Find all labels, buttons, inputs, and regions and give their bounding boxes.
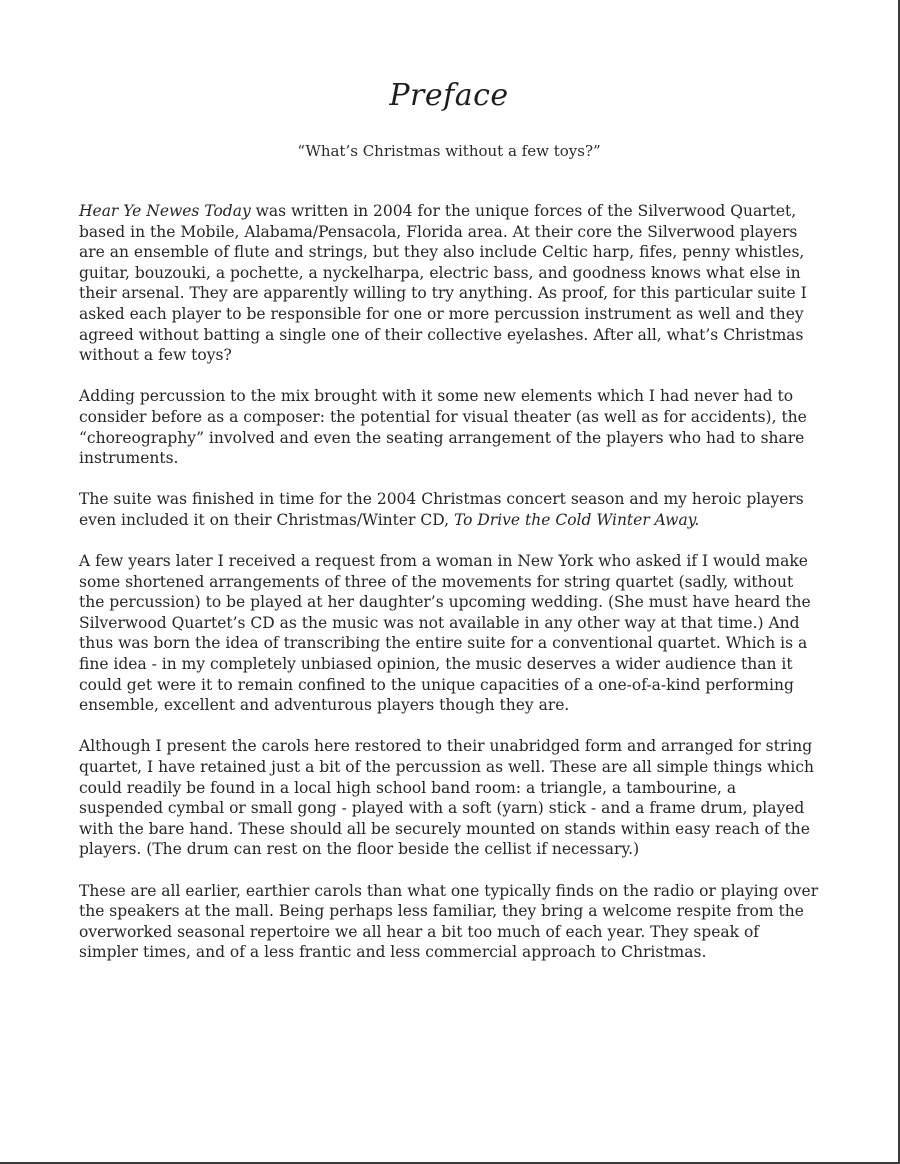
page-title: Preface — [389, 78, 509, 113]
paragraph-2: Adding percussion to the mix brought with it some new elements which I had never had to consider before as a composer: the potential for visual theater (as well as for accidents), the “choreography” involved and even the seating arrangement of the players who had to share instruments. — [79, 387, 807, 468]
paragraph-3-text: The suite was finished in time for the 2004 Christmas concert season and my heroic players even included it on their Christmas/Winter CD, — [79, 490, 804, 529]
paragraph-1 — [79, 201, 821, 366]
paragraph-3 — [79, 489, 821, 530]
page-subtitle: “What’s Christmas without a few toys?” — [297, 142, 601, 160]
paragraph-6: These are all earlier, earthier carols than what one typically finds on the radio or playing over the speakers at the mall. Being perhaps less familiar, they bring a welcome respite from the overworked seasonal repertoire we all hear a bit too much of each year. They speak of simpler times, and of a less frantic and less commercial approach to Christmas. — [79, 881, 819, 962]
work-title-italic: Hear Ye Newes Today — [79, 202, 251, 220]
preface-body — [79, 201, 821, 984]
paragraph-4: A few years later I received a request from a woman in New York who asked if I would make some shortened arrangements of three of the movements for string quartet (sadly, without the percussion) to be played at her daughter’s upcoming wedding. (She must have heard the Silverwood Quartet’s CD as the music was not available in any other way at that time.) And thus was born the idea of transcribing the entire suite for a conventional quartet. Which is a fine idea - in my completely unbiased opinion, the music deserves a wider audience than it could get were it to remain confined to the unique capacities of a one-of-a-kind performing ensemble, excellent and adventurous players though they are. — [79, 552, 811, 715]
cd-title-italic: To Drive the Cold Winter Away. — [453, 510, 700, 529]
paragraph-1-text: was written in 2004 for the unique forces of the Silverwood Quartet, based in the Mobile, Alabama/Pensacola, Florida area. At their core the Silverwood players are an ensemble of flute and strings, but they also include Celtic harp, fifes, penny whistles, guitar, bouzouki, a pochette, a nyckelharpa, electric bass, and goodness knows what else in their arsenal. They are apparently willing to try anything. As proof, for this particular suite I asked each player to be responsible for one or more percussion instrument as well and they agreed without batting a single one of their collective eyelashes. After all, what’s Christmas without a few toys? — [79, 202, 807, 365]
paragraph-5: Although I present the carols here restored to their unabridged form and arranged for string quartet, I have retained just a bit of the percussion as well. These are all simple things which could readily be found in a local high school band room: a triangle, a tambourine, a suspended cymbal or small gong - played with a soft (yarn) stick - and a frame drum, played with the bare hand. These should all be securely mounted on stands within easy reach of the players. (The drum can rest on the floor beside the cellist if necessary.) — [79, 737, 814, 859]
